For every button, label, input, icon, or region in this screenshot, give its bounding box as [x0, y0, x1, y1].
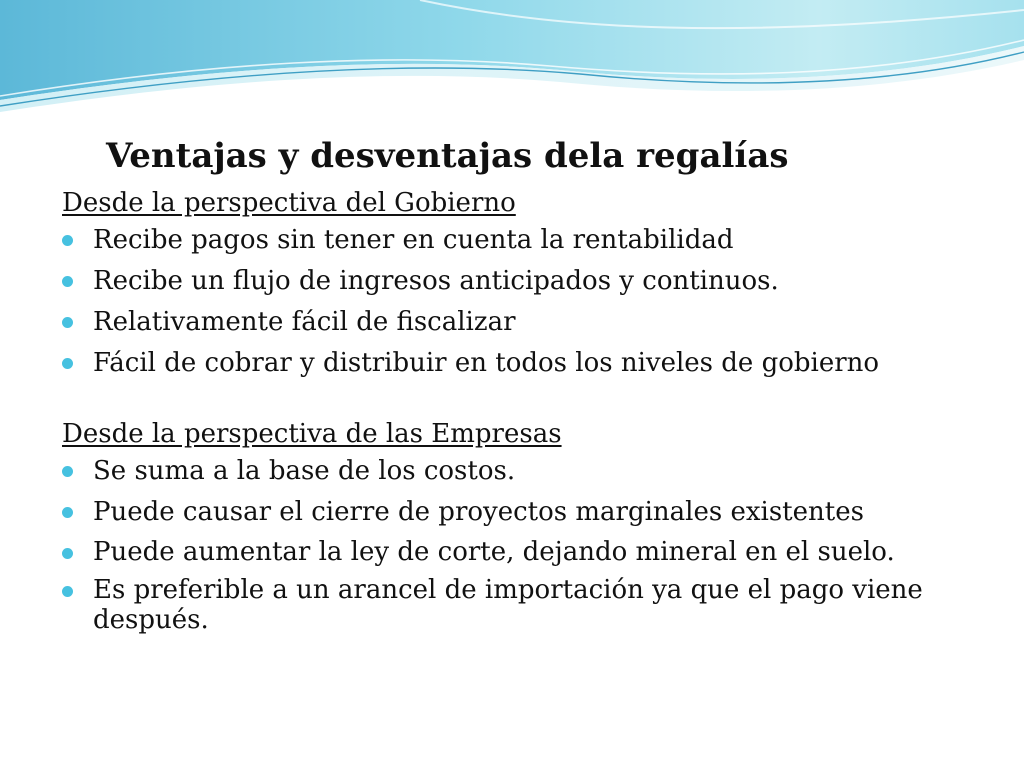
list-item-text: Relativamente fácil de fiscalizar — [93, 307, 516, 337]
list-item — [62, 496, 962, 528]
list-item-text: Puede causar el cierre de proyectos marginales existentes — [93, 497, 864, 527]
section-gobierno — [62, 186, 962, 379]
bullet-dot-icon — [62, 586, 73, 597]
list-item-text: Es preferible a un arancel de importación ya que el pago viene después. — [93, 575, 923, 635]
list-item-text: Fácil de cobrar y distribuir en todos los niveles de gobierno — [93, 348, 880, 378]
list-item — [62, 306, 962, 338]
bullet-dot-icon — [62, 358, 73, 369]
list-item-text: Se suma a la base de los costos. — [93, 456, 516, 486]
list-item — [62, 455, 962, 487]
bullet-dot-icon — [62, 317, 73, 328]
section-heading-gobierno: Desde la perspectiva del Gobierno — [62, 188, 516, 218]
section-heading-empresas: Desde la perspectiva de las Empresas — [62, 419, 562, 449]
bullet-dot-icon — [62, 235, 73, 246]
bullet-dot-icon — [62, 276, 73, 287]
list-item — [62, 224, 962, 256]
bullet-list-gobierno — [62, 224, 962, 379]
bullet-dot-icon — [62, 507, 73, 518]
list-item-text: Recibe pagos sin tener en cuenta la rentabilidad — [93, 225, 734, 255]
bullet-dot-icon — [62, 466, 73, 477]
list-item — [62, 575, 962, 635]
list-item — [62, 265, 962, 297]
list-item-text: Puede aumentar la ley de corte, dejando mineral en el suelo. — [93, 537, 895, 567]
bullet-list-empresas — [62, 455, 962, 635]
list-item — [62, 347, 962, 379]
list-item-text: Recibe un flujo de ingresos anticipados y continuos. — [93, 266, 779, 296]
list-item — [62, 537, 962, 567]
bullet-dot-icon — [62, 548, 73, 559]
header-wave-decoration — [0, 0, 1024, 120]
slide-content — [62, 186, 962, 643]
section-empresas — [62, 417, 962, 635]
slide-title: Ventajas y desventajas dela regalías — [106, 136, 789, 176]
